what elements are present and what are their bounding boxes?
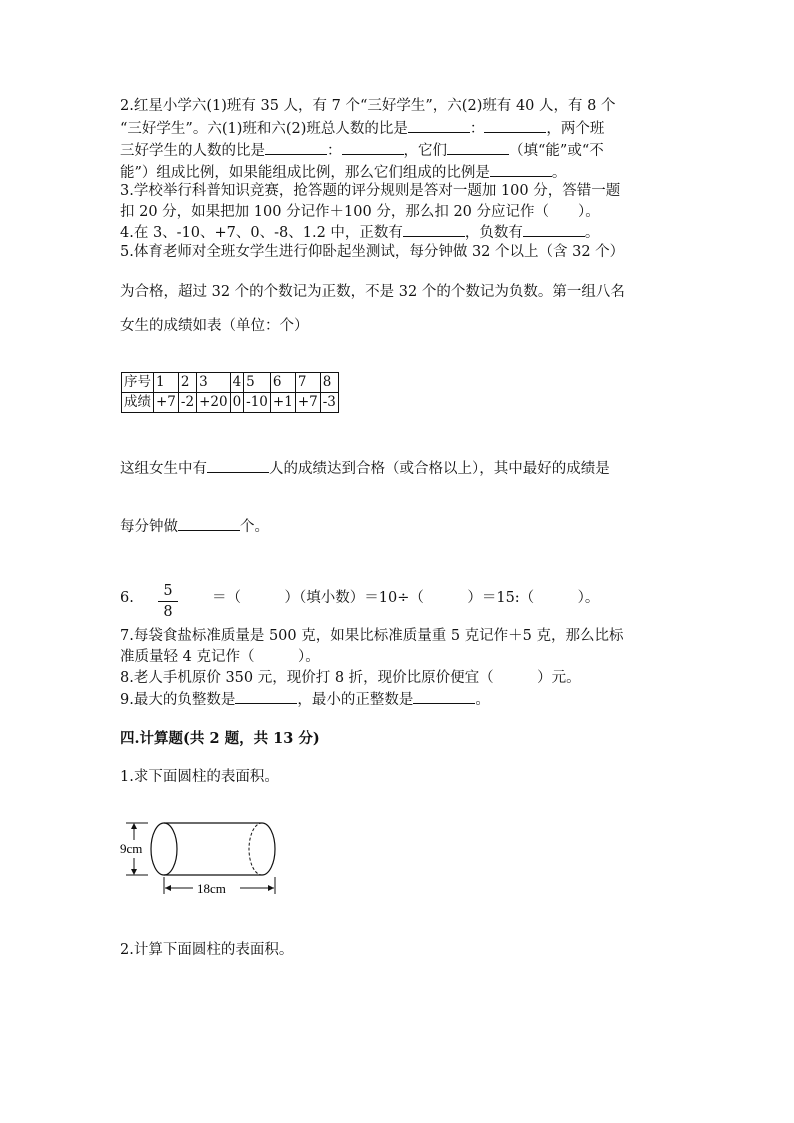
table-row — [122, 373, 339, 393]
blank[interactable] — [523, 222, 585, 237]
q6-rest: ＝（ ）（填小数）＝10÷（ ）＝15:（ ）。 — [212, 590, 600, 606]
table-cell: 8 — [320, 373, 338, 393]
arrow-left-icon — [165, 885, 171, 891]
blank[interactable] — [207, 458, 269, 473]
table-cell: 1 — [154, 373, 179, 393]
arrow-down-icon — [131, 869, 137, 875]
q5-answer-line2: 每分钟做 个。 — [120, 516, 269, 537]
section-title: 四.计算题(共 2 题，共 13 分) — [120, 730, 320, 747]
fraction: 5 8 — [158, 583, 178, 620]
table-cell: 2 — [178, 373, 196, 393]
calc1-question: 1.求下面圆柱的表面积。 — [120, 769, 279, 785]
blank[interactable] — [235, 689, 297, 704]
q9-line: 9.最大的负整数是 ，最小的正整数是 。 — [120, 689, 490, 710]
table-cell: +1 — [270, 393, 295, 413]
blank[interactable] — [413, 689, 475, 704]
blank[interactable] — [265, 140, 327, 155]
table-cell: 3 — [197, 373, 231, 393]
q2-line1: 2.红星小学六(1)班有 35 人，有 7 个“三好学生”，六(2)班有 40 人，有 8 个 — [120, 98, 616, 114]
q2-line2: “三好学生”。六(1)班和六(2)班总人数的比是 ： ，两个班 — [120, 118, 604, 139]
table-cell: -3 — [320, 393, 338, 413]
length-label: 18cm — [197, 881, 226, 896]
q5-line2: 为合格，超过 32 个的个数记为正数，不是 32 个的个数记为负数。第一组八名 — [120, 284, 625, 300]
blank[interactable] — [484, 118, 546, 133]
table-row — [122, 393, 339, 413]
blank[interactable] — [403, 222, 465, 237]
q5-answer-line1: 这组女生中有 人的成绩达到合格（或合格以上），其中最好的成绩是 — [120, 458, 610, 479]
cylinder-right-front — [262, 823, 275, 875]
diameter-label: 9cm — [120, 841, 143, 856]
blank[interactable] — [408, 118, 470, 133]
q3-line1: 3.学校举行科普知识竞赛，抢答题的评分规则是答对一题加 100 分，答错一题 — [120, 183, 621, 199]
blank[interactable] — [342, 140, 404, 155]
q4-line: 4.在 3、-10、+7、0、-8、1.2 中，正数有 ，负数有 。 — [120, 222, 599, 243]
table-cell: -2 — [178, 393, 196, 413]
table-cell: +7 — [154, 393, 179, 413]
score-table — [121, 372, 339, 413]
q5-line1: 5.体育老师对全班女学生进行仰卧起坐测试，每分钟做 32 个以上（含 32 个） — [120, 244, 625, 260]
table-cell: +7 — [295, 393, 320, 413]
arrow-up-icon — [131, 823, 137, 829]
table-cell: 5 — [244, 373, 271, 393]
table-cell: 7 — [295, 373, 320, 393]
blank[interactable] — [178, 516, 240, 531]
table-cell: 成绩 — [122, 393, 154, 413]
q7-line2: 准质量轻 4 克记作（ ）。 — [120, 649, 320, 665]
table-cell: 0 — [230, 393, 244, 413]
table-cell: 6 — [270, 373, 295, 393]
blank[interactable] — [490, 162, 552, 177]
q3-line2: 扣 20 分，如果把加 100 分记作＋100 分，那么扣 20 分应记作（ ）。 — [120, 204, 600, 220]
blank[interactable] — [447, 140, 509, 155]
arrow-right-icon — [268, 885, 274, 891]
q2-line4: 能”）组成比例，如果能组成比例，那么它们组成的比例是 。 — [120, 162, 566, 183]
q5-line3: 女生的成绩如表（单位：个） — [120, 318, 309, 334]
q6-number: 6. — [120, 590, 134, 606]
q8-line: 8.老人手机原价 350 元，现价打 8 折，现价比原价便宜（ ）元。 — [120, 670, 581, 686]
cylinder-figure — [118, 818, 288, 898]
table-cell: 序号 — [122, 373, 154, 393]
cylinder-left-face — [151, 823, 177, 875]
cylinder-right-hidden — [249, 823, 262, 875]
calc2-question: 2.计算下面圆柱的表面积。 — [120, 942, 294, 958]
q2-line3: 三好学生的人数的比是 ： ，它们 （填“能”或“不 — [120, 140, 604, 161]
table-cell: 4 — [230, 373, 244, 393]
table-cell: +20 — [197, 393, 231, 413]
table-cell: -10 — [244, 393, 271, 413]
q7-line1: 7.每袋食盐标准质量是 500 克，如果比标准质量重 5 克记作＋5 克，那么比标 — [120, 628, 624, 644]
